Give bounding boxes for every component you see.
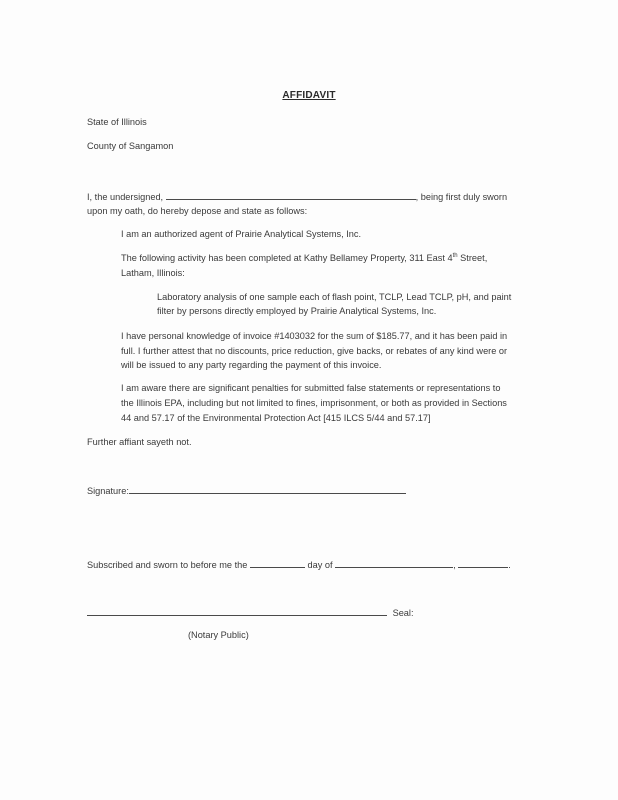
agent-statement: I am an authorized agent of Prairie Analytical Systems, Inc. [121, 229, 362, 239]
activity-line-1-suffix: Street, [457, 253, 488, 263]
sworn-period: . [508, 560, 511, 570]
lab-analysis-line-1: Laboratory analysis of one sample each of flash point, TCLP, Lead TCLP, pH, and paint [157, 292, 512, 302]
sworn-prefix: Subscribed and sworn to before me the [87, 560, 248, 570]
signature-row [87, 484, 406, 496]
ordinal-suffix: th [452, 252, 458, 259]
sworn-comma: , [453, 560, 456, 570]
notary-signature-blank[interactable] [87, 606, 387, 616]
sworn-day-of: day of [307, 560, 333, 570]
intro-line-1 [87, 190, 507, 202]
intro-suffix: , being first duly sworn [415, 192, 508, 202]
penalty-line-1: I am aware there are significant penalties for submitted false statements or representations to [121, 383, 501, 393]
state-line: State of Illinois [87, 117, 147, 127]
undersigned-name-blank[interactable] [166, 190, 416, 200]
sworn-day-blank[interactable] [250, 558, 305, 568]
intro-prefix: I, the undersigned, [87, 192, 164, 202]
notary-public-label: (Notary Public) [188, 630, 249, 640]
activity-line-1-text: The following activity has been completed at Kathy Bellamey Property, 311 East 4 [121, 253, 453, 263]
penalty-line-2: the Illinois EPA, including but not limited to fines, imprisonment, or both as provided in Sections [121, 398, 507, 408]
activity-line-1 [121, 253, 487, 263]
sworn-year-blank[interactable] [458, 558, 508, 568]
invoice-line-1: I have personal knowledge of invoice #1403032 for the sum of $185.77, and it has been paid in [121, 331, 508, 341]
invoice-line-2: full. I further attest that no discounts, price reduction, give backs, or rebates of any kind were or [121, 346, 508, 356]
sworn-month-blank[interactable] [335, 558, 453, 568]
signature-label: Signature: [87, 486, 129, 496]
lab-analysis-line-2: filter by persons directly employed by Prairie Analytical Systems, Inc. [157, 306, 437, 316]
penalty-line-3: 44 and 57.17 of the Environmental Protection Act [415 ILCS 5/44 and 57.17] [121, 413, 431, 423]
intro-line-2: upon my oath, do hereby depose and state as follows: [87, 206, 308, 216]
sworn-row [87, 558, 511, 570]
activity-line-2: Latham, Illinois: [121, 268, 185, 278]
county-line: County of Sangamon [87, 141, 174, 151]
signature-blank[interactable] [129, 484, 406, 494]
further-affiant-line: Further affiant sayeth not. [87, 437, 192, 447]
document-title: AFFIDAVIT [282, 90, 336, 101]
notary-signature-row [87, 606, 414, 618]
invoice-line-3: will be issued to any party regarding the payment of this invoice. [121, 360, 382, 370]
seal-label: Seal: [392, 608, 414, 618]
